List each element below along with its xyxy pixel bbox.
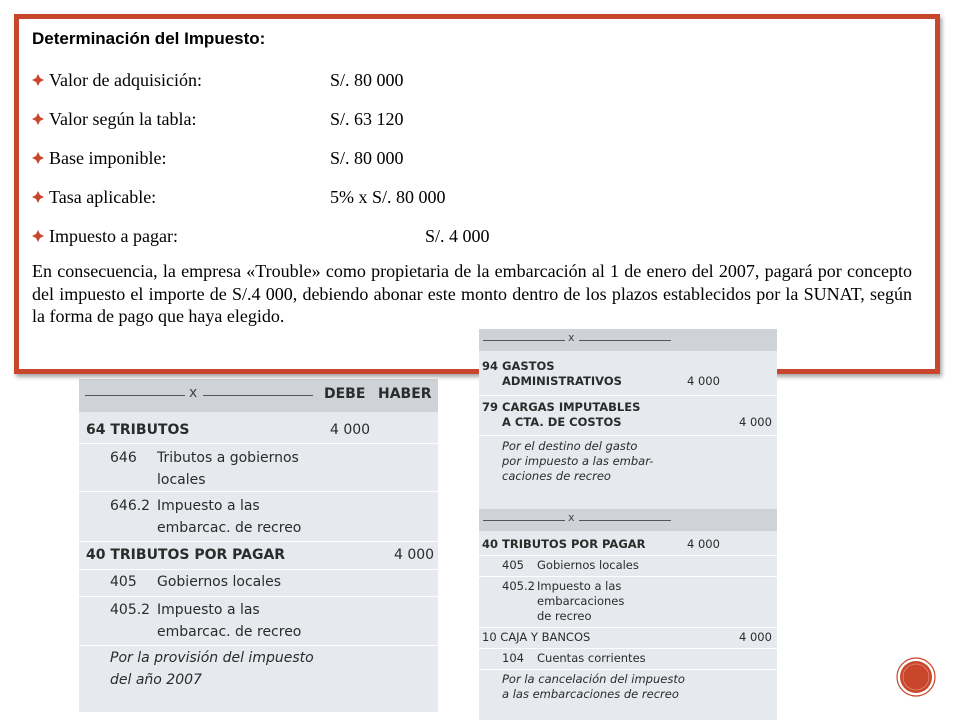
bullet-value: S/. 80 000 <box>330 70 404 90</box>
account-40-debit: 4 000 <box>687 537 720 551</box>
header-x-mark: x <box>189 385 198 401</box>
account-104-code: 104 <box>502 651 524 665</box>
entry-note: Por la cancelación del impuesto a las embarcaciones de recreo <box>502 672 685 701</box>
debe-column-header: DEBE <box>324 386 366 402</box>
account-646-2-desc: Impuesto a las embarcac. de recreo <box>157 498 302 536</box>
diamond-bullet-icon <box>32 113 44 125</box>
ledger-header <box>479 329 777 351</box>
account-405-2-desc: Impuesto a las embarcaciones de recreo <box>537 579 625 623</box>
account-10-credit: 4 000 <box>739 630 772 644</box>
bullet-label: Valor según la tabla: <box>49 109 197 129</box>
bullet-value: S/. 80 000 <box>330 148 404 168</box>
haber-column-header: HABER <box>378 386 432 402</box>
entry-note: Por la provisión del impuesto del año 2007 <box>110 650 314 688</box>
ledger-header <box>479 509 777 531</box>
account-10-title: 10 CAJA Y BANCOS <box>482 630 591 644</box>
account-40-title: 40 TRIBUTOS POR PAGAR <box>86 547 286 563</box>
diamond-bullet-icon <box>32 74 44 86</box>
ledger-header <box>79 379 438 412</box>
bullet-label: Base imponible: <box>49 148 167 168</box>
account-405-code: 405 <box>502 558 524 572</box>
account-646-code: 646 <box>110 450 137 466</box>
account-79-credit: 4 000 <box>739 415 772 429</box>
section-heading: Determinación del Impuesto: <box>32 29 266 48</box>
conclusion-paragraph: En consecuencia, la empresa «Trouble» como propietaria de la embarcación al 1 de enero del 2007, pagará por concepto del impuesto el importe de S/.4 000, debiendo abonar este monto dentro de los plazos establecidos por la SUNAT, según la forma de pago que haya elegido. <box>32 261 912 326</box>
account-646-2-code: 646.2 <box>110 498 151 514</box>
header-x-mark: x <box>568 331 575 344</box>
bullet-label: Valor de adquisición: <box>49 70 202 90</box>
diamond-bullet-icon <box>32 152 44 164</box>
account-79-title: 79 CARGAS IMPUTABLES A CTA. DE COSTOS <box>482 400 641 429</box>
bullet-label: Impuesto a pagar: <box>49 226 178 246</box>
diamond-bullet-icon <box>32 191 44 203</box>
tax-determination-box <box>14 14 940 374</box>
account-405-2-code: 405.2 <box>110 602 151 618</box>
account-405-desc: Gobiernos locales <box>157 574 282 590</box>
account-405-2-code: 405.2 <box>502 579 535 593</box>
journal-entry-allocation-payment <box>479 329 777 720</box>
account-405-code: 405 <box>110 574 137 590</box>
account-40-title: 40 TRIBUTOS POR PAGAR <box>482 537 646 551</box>
bullet-value: S/. 63 120 <box>330 109 404 129</box>
account-64-title: 64 TRIBUTOS <box>86 422 190 438</box>
account-64-debit: 4 000 <box>330 422 371 438</box>
journal-entry-provision <box>79 379 438 712</box>
account-405-2-desc: Impuesto a las embarcac. de recreo <box>157 602 302 640</box>
bullet-value: 5% x S/. 80 000 <box>330 187 446 207</box>
account-94-debit: 4 000 <box>687 374 720 388</box>
account-40-credit: 4 000 <box>394 547 435 563</box>
header-x-mark: x <box>568 511 575 524</box>
diamond-bullet-icon <box>32 230 44 242</box>
entry-note: Por el destino del gasto por impuesto a las embar- caciones de recreo <box>502 439 654 483</box>
account-94-title: 94 GASTOS ADMINISTRATIVOS <box>482 359 622 388</box>
circle-badge-icon <box>896 657 936 697</box>
account-104-desc: Cuentas corrientes <box>537 651 646 665</box>
bullet-value: S/. 4 000 <box>425 226 490 246</box>
account-405-desc: Gobiernos locales <box>537 558 639 572</box>
bullet-label: Tasa aplicable: <box>49 187 157 207</box>
account-646-desc: Tributos a gobiernos locales <box>157 450 299 488</box>
